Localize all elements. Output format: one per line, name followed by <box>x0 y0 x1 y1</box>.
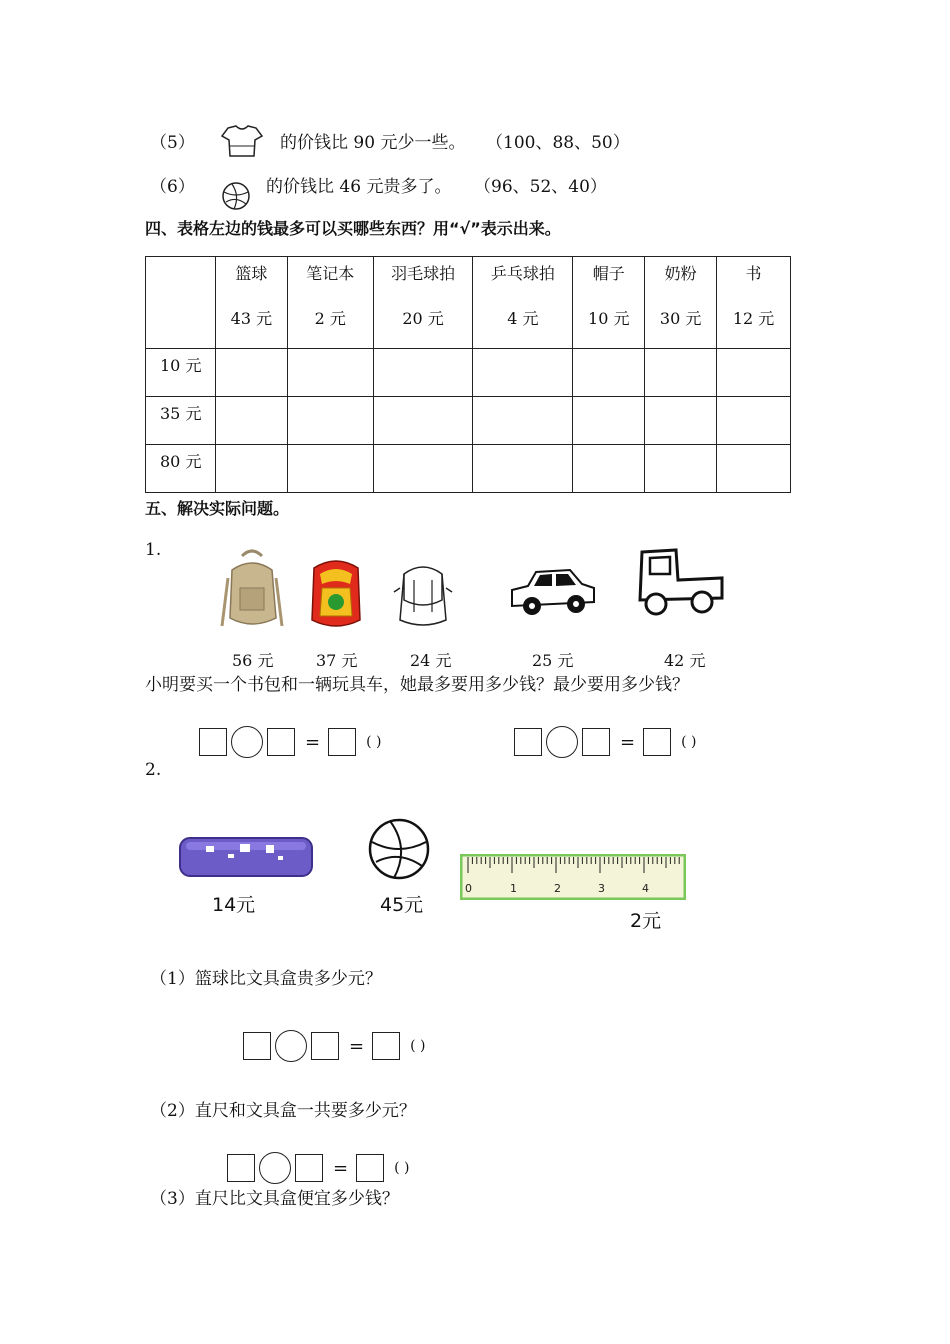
check-cell[interactable] <box>573 445 645 493</box>
unit-paren[interactable]: ( ) <box>366 734 382 750</box>
toy-truck-icon <box>636 546 726 620</box>
q6-number: （6） <box>150 177 195 197</box>
price-label: 14元 <box>212 894 256 916</box>
check-cell[interactable] <box>645 445 717 493</box>
problem2-q3: （3）直尺比文具盒便宜多少钱？ <box>150 1189 399 1209</box>
equation-q1 <box>243 1030 425 1062</box>
answer-box[interactable] <box>227 1154 255 1182</box>
answer-box[interactable] <box>243 1032 271 1060</box>
equals-sign: = <box>333 1157 349 1179</box>
q5-number: （5） <box>150 133 195 153</box>
answer-box[interactable] <box>328 728 356 756</box>
check-cell[interactable] <box>287 349 373 397</box>
problem2-number: 2. <box>145 760 162 780</box>
unit-paren[interactable]: ( ) <box>394 1160 410 1176</box>
price-label: 56 元 <box>232 651 274 670</box>
check-cell[interactable] <box>373 349 473 397</box>
equation-q2 <box>227 1152 409 1184</box>
item-header: 篮球 43 元 <box>215 257 287 349</box>
q5-text: 的价钱比 90 元少一些。 <box>280 133 466 153</box>
answer-box[interactable] <box>311 1032 339 1060</box>
tshirt-icon <box>220 124 264 160</box>
problem2-q2: （2）直尺和文具盒一共要多少元？ <box>150 1101 416 1121</box>
check-cell[interactable] <box>215 349 287 397</box>
equals-sign: = <box>305 731 321 753</box>
check-cell[interactable] <box>645 397 717 445</box>
operator-circle[interactable] <box>546 726 578 758</box>
section5-title: 五、解决实际问题。 <box>145 499 290 518</box>
table-row <box>146 349 791 397</box>
unit-paren[interactable]: ( ) <box>681 734 697 750</box>
schoolbag-icon <box>306 554 366 632</box>
check-cell[interactable] <box>717 349 791 397</box>
operator-circle[interactable] <box>231 726 263 758</box>
problem2-q1: （1）篮球比文具盒贵多少元？ <box>150 969 382 989</box>
item-header: 笔记本 2 元 <box>287 257 373 349</box>
ruler-tick-label: 4 <box>642 882 649 895</box>
check-cell[interactable] <box>573 349 645 397</box>
price-label: 24 元 <box>410 651 452 670</box>
item-header: 乒乓球拍 4 元 <box>473 257 573 349</box>
answer-box[interactable] <box>295 1154 323 1182</box>
pencil-box-icon <box>178 832 314 880</box>
price-label: 42 元 <box>664 651 706 670</box>
equals-sign: = <box>349 1035 365 1057</box>
unit-paren[interactable]: ( ) <box>410 1038 426 1054</box>
ruler-tick-label: 2 <box>554 882 561 895</box>
check-cell[interactable] <box>717 445 791 493</box>
answer-box[interactable] <box>372 1032 400 1060</box>
check-cell[interactable] <box>287 445 373 493</box>
row-label: 10 元 <box>146 349 216 397</box>
problem1-question: 小明要买一个书包和一辆玩具车，她最多要用多少钱？最少要用多少钱？ <box>145 675 689 695</box>
answer-box[interactable] <box>356 1154 384 1182</box>
answer-box[interactable] <box>199 728 227 756</box>
row-label: 80 元 <box>146 445 216 493</box>
check-cell[interactable] <box>287 397 373 445</box>
ruler-tick-label: 0 <box>465 882 472 895</box>
backpack-icon <box>220 548 286 636</box>
table-corner <box>146 257 216 349</box>
q6-text: 的价钱比 46 元贵多了。 <box>266 177 452 197</box>
section4-title: 四、表格左边的钱最多可以买哪些东西？用“√”表示出来。 <box>145 219 561 238</box>
table-row <box>146 445 791 493</box>
q5-options: （100、88、50） <box>486 133 630 153</box>
check-cell[interactable] <box>473 349 573 397</box>
q6-options: （96、52、40） <box>474 177 607 197</box>
price-table <box>145 256 791 493</box>
price-label: 37 元 <box>316 651 358 670</box>
check-cell[interactable] <box>473 445 573 493</box>
price-label: 2元 <box>630 910 662 932</box>
equation-min <box>514 726 696 758</box>
equation-max <box>199 726 381 758</box>
answer-box[interactable] <box>582 728 610 756</box>
answer-box[interactable] <box>643 728 671 756</box>
operator-circle[interactable] <box>275 1030 307 1062</box>
ruler-icon <box>460 854 686 900</box>
check-cell[interactable] <box>215 445 287 493</box>
price-label: 45元 <box>380 894 424 916</box>
item-header: 羽毛球拍 20 元 <box>373 257 473 349</box>
check-cell[interactable] <box>215 397 287 445</box>
check-cell[interactable] <box>373 445 473 493</box>
row-label: 35 元 <box>146 397 216 445</box>
equals-sign: = <box>620 731 636 753</box>
ruler-tick-label: 3 <box>598 882 605 895</box>
answer-box[interactable] <box>267 728 295 756</box>
answer-box[interactable] <box>514 728 542 756</box>
operator-circle[interactable] <box>259 1152 291 1184</box>
basketball-icon <box>220 180 252 212</box>
item-header: 书 12 元 <box>717 257 791 349</box>
toy-car-icon <box>508 564 598 620</box>
table-row <box>146 397 791 445</box>
price-label: 25 元 <box>532 651 574 670</box>
check-cell[interactable] <box>717 397 791 445</box>
ruler-tick-label: 1 <box>510 882 517 895</box>
problem1-number: 1. <box>145 540 162 560</box>
check-cell[interactable] <box>573 397 645 445</box>
check-cell[interactable] <box>645 349 717 397</box>
check-cell[interactable] <box>373 397 473 445</box>
check-cell[interactable] <box>473 397 573 445</box>
outline-bag-icon <box>390 560 456 630</box>
basketball-icon <box>366 816 432 882</box>
item-header: 帽子 10 元 <box>573 257 645 349</box>
item-header: 奶粉 30 元 <box>645 257 717 349</box>
